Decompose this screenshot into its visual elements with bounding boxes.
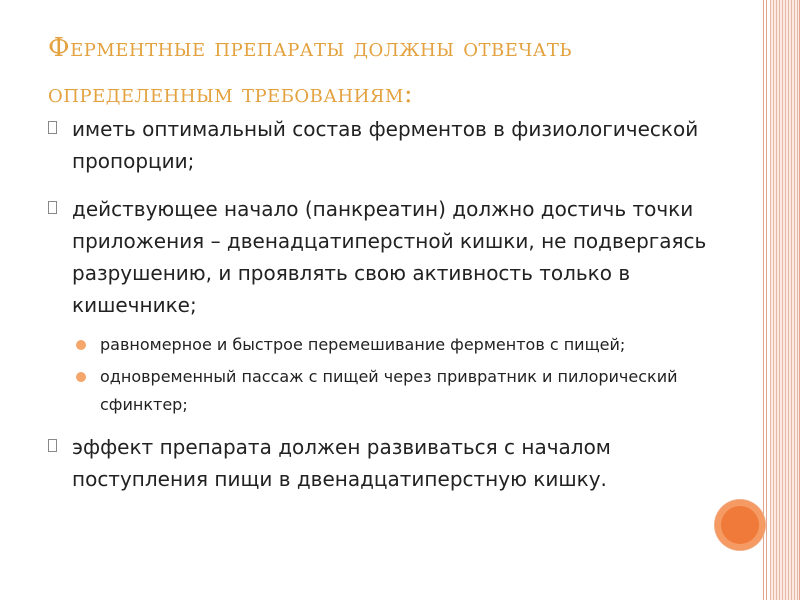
bullet-dot-icon — [76, 372, 86, 382]
sub-bullet-text: равномерное и быстрое перемешивание ферментов с пищей; — [100, 335, 626, 354]
bullet-item — [48, 113, 748, 177]
bullet-box-icon — [48, 439, 57, 452]
bullet-text: действующее начало (панкреатин) должно достичь точки приложения – двенадцатиперстной кишки, не подвергаясь разрушению, и проявлять свою активность только в кишечнике; — [72, 197, 707, 317]
sub-bullet-item — [72, 363, 748, 419]
decorative-line — [763, 0, 764, 600]
slide-content — [48, 113, 748, 511]
decorative-border — [770, 0, 800, 600]
sub-bullet-text: одновременный пассаж с пищей через привратник и пилорический сфинктер; — [100, 367, 678, 414]
sub-bullet-item — [72, 331, 748, 359]
bullet-box-icon — [48, 121, 57, 134]
decorative-line — [766, 0, 767, 600]
bullet-box-icon — [48, 201, 57, 214]
bullet-item — [48, 193, 748, 321]
bullet-item — [48, 431, 748, 495]
sub-bullet-list — [48, 331, 748, 419]
slide-title: Ферментные препараты должны отвечать определенным требованиям: — [48, 33, 573, 109]
bullet-text: иметь оптимальный состав ферментов в физиологической пропорции; — [72, 117, 699, 173]
bullet-text: эффект препарата должен развиваться с началом поступления пищи в двенадцатиперстную кишку. — [72, 435, 611, 491]
bullet-dot-icon — [76, 340, 86, 350]
